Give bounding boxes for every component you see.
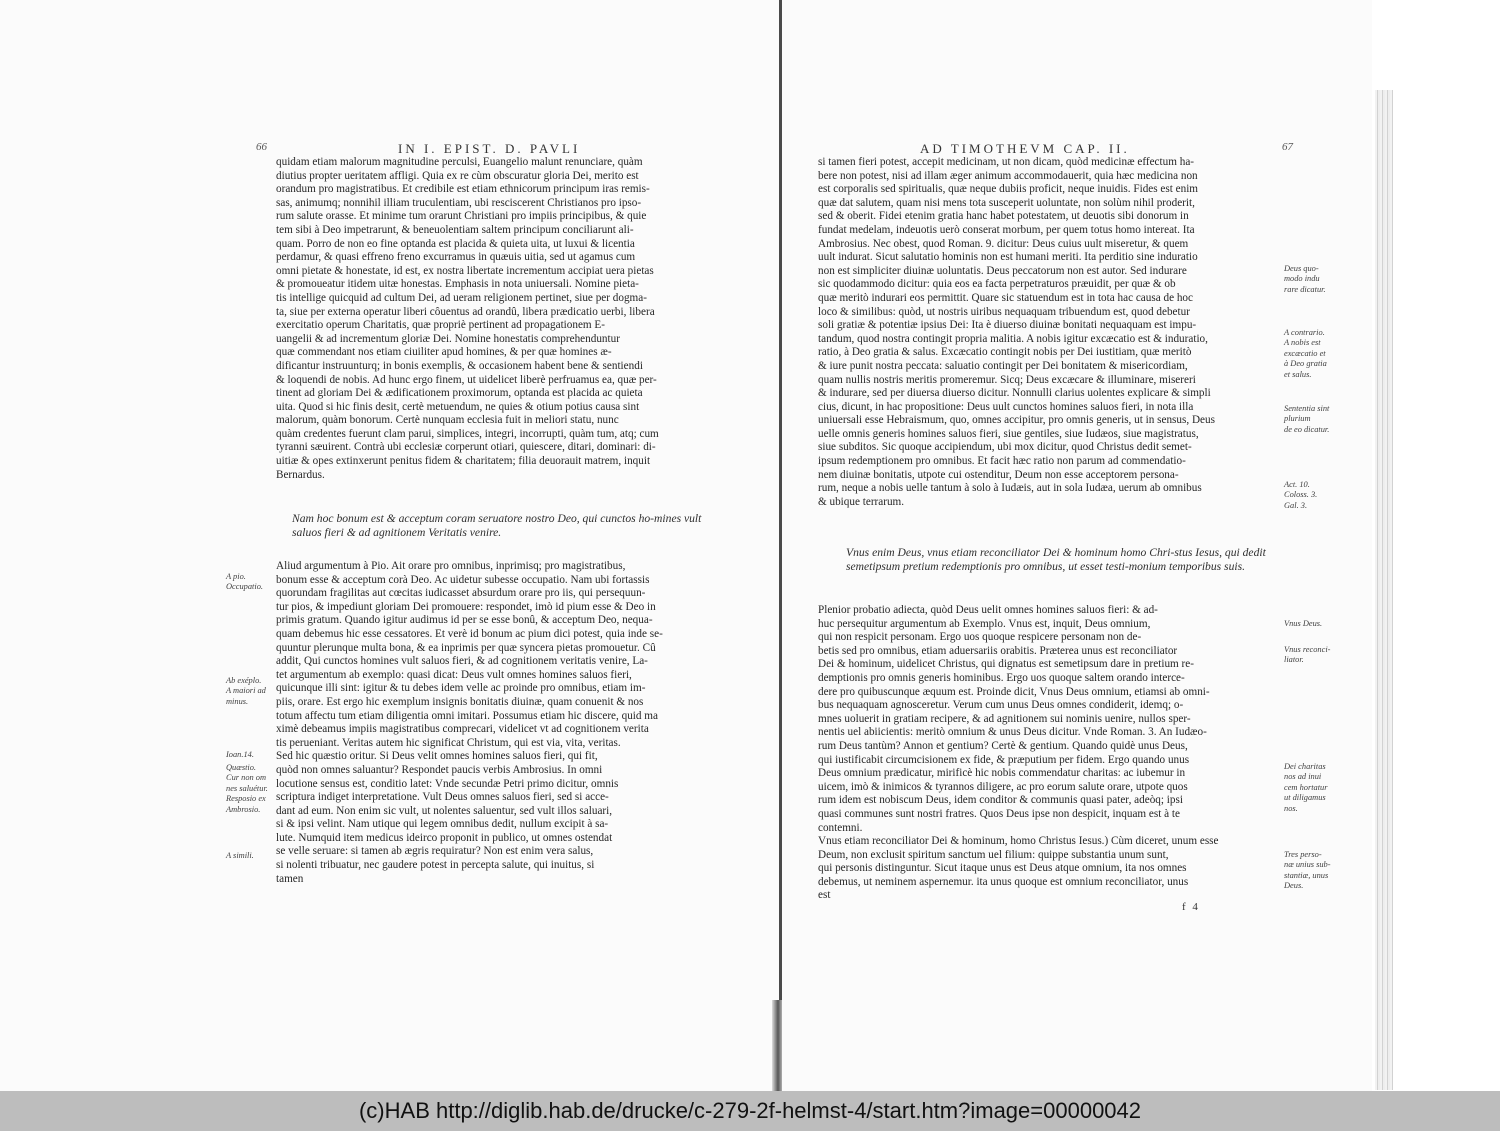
right-marginal-note: [1284, 328, 1327, 380]
text-line: mnes uoluerit in gratiam recipere, & ad agnitionem sui nominis uenire, nullos sper-: [818, 712, 1191, 725]
text-line: stus Iesus, qui dedit semetipsum pretium redemptionis pro omnibus, ut esset testi-: [846, 546, 1266, 573]
marginal-line: ut diligamus: [1284, 793, 1326, 803]
text-line: tamen: [276, 872, 304, 885]
text-line: est: [818, 889, 831, 902]
text-line: ta, siue per externa operatur liberi côuentus ad orandû, libera prædicatio uerbi, libera: [276, 305, 655, 318]
left-body-top: [276, 156, 722, 482]
text-line: quæ dat salutem, quam nisi mens tota susceperit uoluntate, non solùm nihil proderit,: [818, 196, 1195, 209]
text-line: est corporalis sed spiritualis, quæ neque dubiis proficit, neque inuidis. Fides est enim: [818, 183, 1199, 196]
text-line: addit, Qui cunctos homines vult saluos fieri, & ad cognitionem veritatis venire, La-: [276, 655, 648, 668]
text-line: uitiæ & opes extinxerunt penitus fidem & charitatem; filia deuorauit matrem, inquit: [276, 455, 651, 468]
text-line: quòd non omnes saluantur? Respondet paucis verbis Ambrosius. In omni: [276, 763, 603, 776]
text-line: non est simpliciter diuinæ uoluntatis. Deus peccatorum non est autor. Sed indurare: [818, 264, 1187, 277]
text-line: orandum pro magistratibus. Et credibile est etiam ethnicorum principum iras remis-: [276, 183, 650, 196]
text-line: fundat medelam, indeuotis uerò conserat morbum, per quem totus homo intereat. Ita: [818, 223, 1195, 236]
text-line: uniuersali esse Hebraismum, quo, omnes accipitur, pro omnis generis, ut in sensus, Deus: [818, 414, 1215, 427]
text-line: uult indurat. Sicut salutatio hominis non est humani meriti. Ita perditio sine induratio: [818, 251, 1198, 264]
text-line: Bernardus.: [276, 468, 325, 481]
left-marginal-note: [226, 750, 254, 760]
text-line: betis sed pro omnibus, etiam aduersariis orabitis. Præterea unus est reconciliator: [818, 644, 1178, 657]
right-folio: 67: [1282, 141, 1293, 153]
text-line: bus nequaquam agnosceretur. Verum cum unus Deus omnes condiderit, idemq; o-: [818, 699, 1184, 712]
text-line: Dei & hominum, uidelicet Christus, qui dignatus est semetipsum dare in pretium re-: [818, 658, 1194, 671]
text-line: rum, neque a nobis uelle tantum à solo à Iudæis, aut in sola Iudæa, uerum ab omnibus: [818, 482, 1202, 495]
text-line: sic quodammodo dicitur: quia eos ea facta perpetraturos præuidit, per quæ & ob: [818, 278, 1176, 291]
text-line: sas, animumq; nonnihil illiam truculentiam, ubi resciscerent Christianos pro ipso-: [276, 196, 642, 209]
text-line: ximè debeamus impiis magistratibus comprecari, videlicet vt ad cognitionem verita: [276, 723, 649, 736]
marginal-line: Cur non om: [226, 773, 267, 783]
marginal-line: Ambrosio.: [226, 804, 261, 814]
text-line: Aliud argumentum à Pio. Ait orare pro omnibus, inprimisq; pro magistratibus,: [276, 560, 626, 572]
text-line: quam. Porro de non eo fine optanda est placida & quieta uita, ut luxui & licentia: [276, 237, 635, 250]
left-running-head: IN I. EPIST. D. PAVLI: [398, 141, 581, 156]
right-body-top: [818, 156, 1280, 509]
right-marginal-note: [1284, 645, 1330, 666]
text-line: cius, dicunt, in hac propositione: Deus uult cunctos homines saluos fieri, in nota illa: [818, 400, 1194, 413]
text-line: quam nullis nostris meritis promeremur. Sicq; Deus excæcare & illuminare, misereri: [818, 373, 1196, 386]
text-line: locutione sensus est, conditio latet: Vnde secundæ Petri primo dicitur, omnis: [276, 777, 619, 790]
text-line: monium temporibus suis.: [1128, 560, 1246, 573]
text-line: si nolenti tribuatur, nec gaudere potest in percepta salute, qui inuitus, si: [276, 859, 595, 872]
marginal-line: Dei charitas: [1284, 762, 1326, 771]
text-line: diutius propter ueritatem affligi. Quia ex re cùm obscuratur gloria Dei, merito est: [276, 169, 639, 182]
text-line: quicunque illi sint: igitur & tu debes idem velle ac proinde pro omnibus, etiam im-: [276, 682, 646, 695]
right-lemma: [846, 546, 1272, 574]
marginal-line: cem hortatur: [1284, 782, 1328, 792]
text-line: & indurare, sed per diuersa diuerso dicitur. Nonnulli clarius uolentes explicare & simpli: [818, 387, 1211, 400]
text-line: primis gratum. Quando igitur audimus id per se esse bonû, & acceptum Deo, nequa-: [276, 614, 653, 627]
marginal-line: rare dicatur.: [1284, 284, 1326, 294]
page-edge: [1375, 90, 1393, 1090]
marginal-line: stantiæ, unus: [1284, 870, 1329, 880]
text-line: exercitatio operum Charitatis, quæ propriè pertinent ad propagationem E-: [276, 319, 605, 332]
text-line: tur pios, & impediunt gloriam Dei promouere: respondet, imò id pium esse & Deo in: [276, 600, 656, 613]
text-line: rum salute orasse. Et minime tum orarunt Christiani pro impiis principibus, & quie: [276, 210, 647, 223]
text-line: tinent ad gloriam Dei & ædificationem proximorum, optanda est placida ac quieta: [276, 387, 643, 400]
scan-background: [1393, 80, 1500, 1091]
text-line: si tamen fieri potest, accepit medicinam, ut non dicam, quòd medicinæ effectum ha-: [818, 156, 1195, 168]
copyright-footer: [0, 1091, 1500, 1131]
text-line: uita. Quod si hic finis desit, certè metuendum, ne quies & otium potius causa sint: [276, 400, 640, 413]
text-line: bere non potest, nisi ad illam æger animum accommodauerit, quia hæc medicina non: [818, 169, 1198, 182]
text-line: dere pro quibuscunque æquum est. Proinde dicit, Vnus Deus omnium, etiamsi ab omni-: [818, 685, 1210, 698]
text-line: uelle omnis generis homines saluos fieri, siue gentiles, siue Iudæos, siue magistratus,: [818, 427, 1199, 440]
text-line: quæ meritò indurari eos permittit. Quare sic statuendum est in tota hac causa de hoc: [818, 291, 1193, 304]
marginal-line: Deus quo-: [1284, 264, 1319, 273]
text-line: quidam etiam malorum magnitudine perculsi, Euangelio malunt renunciare, quàm: [276, 156, 643, 168]
left-marginal-note: [226, 572, 263, 593]
left-marginal-note: [226, 851, 254, 861]
left-marginal-note: [226, 763, 268, 815]
marginal-line: A simili.: [226, 851, 254, 860]
text-line: Nam hoc bonum est & acceptum coram seruatore nostro Deo, qui cunctos ho-: [292, 512, 655, 525]
marginal-line: Vnus Deus.: [1284, 619, 1323, 628]
text-line: scriptura indiget interpretatione. Vult Deus omnes saluos fieri, sed si acce-: [276, 791, 609, 804]
text-line: nem diuinæ bonitatis, utpote cui ostenditur, Deum non esse acceptorem persona-: [818, 468, 1179, 481]
marginal-line: Vnus reconci-: [1284, 645, 1331, 654]
text-line: Deum, non exclusit spiritum sanctum uel filium: quippe substantia unum sunt,: [818, 848, 1169, 861]
text-line: lute. Numquid item medicus ideirco proponit in publico, ut omnes ostendat: [276, 831, 613, 844]
text-line: bonum esse & acceptum corà Deo. Ac uidetur subesse occupatio. Nam ubi fortassis: [276, 573, 650, 586]
text-line: contemni.: [818, 821, 863, 834]
marginal-line: næ unius sub-: [1284, 860, 1331, 870]
text-line: dant ad eum. Non enim sic vult, ut nolentes saluentur, sed vult illos saluari,: [276, 804, 613, 817]
right-marginal-note: [1284, 404, 1329, 435]
text-line: nentis uel abiicientis: meritò omnium & unus Deus dicitur. Vnde Roman. 3. An Iudæo-: [818, 726, 1207, 739]
right-marginal-note: [1284, 264, 1326, 295]
text-line: Sed hic quæstio oritur. Si Deus velit omnes homines saluos fieri, qui fit,: [276, 750, 598, 763]
text-line: perdamur, & quasi effreno freno excurramus in quæuis uitia, sed ut agamus cum: [276, 251, 636, 264]
marginal-line: Act. 10.: [1284, 480, 1310, 489]
right-marginal-note: [1284, 619, 1322, 629]
text-line: tet argumentum ab exemplo: quasi dicat: Deus vult omnes homines saluos fieri,: [276, 668, 632, 681]
footer-credit: (c)HAB http://diglib.hab.de/drucke/c-279-2f-helmst-4/start.htm?image=00000042: [358, 1098, 1142, 1123]
text-line: mines vult saluos fieri & ad agnitionem Veritatis venire.: [292, 512, 702, 539]
text-line: rum idem est nobiscum Deus, idem conditor & communis quasi pater, adeòq; ipsi: [818, 794, 1183, 807]
marginal-line: Gal. 3.: [1284, 500, 1308, 510]
text-line: quam debemus hic esse cessatores. Et verè id bonum ac pium dici potest, quia inde se-: [276, 627, 663, 640]
marginal-line: Deus.: [1284, 881, 1304, 891]
right-marginal-note: [1284, 762, 1328, 814]
text-line: tandum, quod nostra contingit propria malitia. A nobis igitur excæcatio est & induratio,: [818, 332, 1208, 345]
text-line: ipsum redemptionem pro omnibus. Et facit hæc ratio non parum ad commendatio-: [818, 455, 1186, 468]
marginal-line: liator.: [1284, 655, 1304, 665]
signature-mark: f 4: [1182, 901, 1200, 913]
marginal-line: Occupatio.: [226, 582, 263, 592]
marginal-line: plurium: [1284, 414, 1311, 424]
text-line: se velle seruare: si tamen ab ægris requiratur? Non est enim vera salus,: [276, 845, 594, 858]
marginal-line: à Deo gratia: [1284, 359, 1327, 369]
text-line: malorum, quàm bonorum. Certè nunquam ecclesia fuit in meliori statu, nunc: [276, 414, 619, 427]
left-marginal-note: [226, 676, 266, 707]
text-line: soli gratiæ & potentiæ ipsius Dei: Ita è diuerso diuinæ bonitati nequaquam est impu-: [818, 319, 1197, 332]
text-line: si & ipsi velint. Nam utique qui legem omnibus dedit, nullum excipit à sa-: [276, 818, 609, 831]
text-line: ratio, à Deo gratia & salus. Excæcatio contingit nobis per Dei iustitiam, quæ meritò: [818, 346, 1192, 359]
marginal-line: et salus.: [1284, 369, 1312, 379]
right-marginal-note: [1284, 850, 1331, 892]
text-line: uicem, imò & inimicos & tyrannos diligere, ac pro eorum salute orare, utpote quos: [818, 780, 1188, 793]
marginal-line: A contrario.: [1284, 328, 1325, 337]
text-line: loco & similibus: quòd, ut nostris uiribus nequaquam tribuendum est, quod debetur: [818, 305, 1190, 318]
text-line: debemus, ut neminem aspernemur. ita unus quoque est omnium reconciliator, unus: [818, 875, 1189, 888]
left-folio: 66: [256, 141, 267, 153]
marginal-line: nos.: [1284, 803, 1298, 813]
text-line: rum Deus tantùm? Annon et gentium? Certè & gentium. Quando quidè unus Deus,: [818, 739, 1188, 752]
marginal-line: de eo dicatur.: [1284, 424, 1330, 434]
marginal-line: Ioan.14.: [226, 750, 254, 759]
text-line: Plenior probatio adiecta, quòd Deus uelit omnes homines saluos fieri: & ad-: [818, 604, 1158, 616]
marginal-line: Quæstio.: [226, 763, 257, 772]
right-page: [782, 0, 1372, 1091]
left-body-bottom: [276, 560, 722, 886]
text-line: & ubique terrarum.: [818, 495, 905, 508]
marginal-line: Sententia sint: [1284, 404, 1330, 413]
text-line: & promoueatur itidem uitæ honestas. Emphasis in nota uniuersali. Nomine pieta-: [276, 278, 639, 291]
text-line: tis perueniant. Veritas autem hic significat Christum, qui est via, vita, veritas.: [276, 736, 621, 749]
text-line: tyranni sæuirent. Contrà ubi ecclesiæ corperunt otiari, quiescere, ditari, dominari: di-: [276, 441, 656, 454]
text-line: Ambrosius. Nec obest, quod Roman. 9. dicitur: Deus cuius uult miseretur, & quem: [818, 237, 1189, 250]
text-line: piis, orare. Est ergo hic exemplum insignis bonitatis diuinæ, quam conuenit & nos: [276, 695, 644, 708]
text-line: Vnus etiam reconciliator Dei & hominum, homo Christus Iesus.) Cùm diceret, unum esse: [818, 835, 1219, 848]
right-running-head: AD TIMOTHEVM CAP. II.: [920, 141, 1130, 156]
text-line: siue subditos. Sic quoque accipiendum, ubi mox dicitur, quod Christus dedit semet-: [818, 441, 1192, 454]
marginal-line: minus.: [226, 696, 249, 706]
marginal-line: Resposio ex: [226, 794, 266, 804]
text-line: dificantur instruunturq; in bonis exemplis, & occasionem habent bene & sentiendi: [276, 359, 643, 372]
text-line: quorundam fragilitas aut cœcitas iudicasset absurdum orare pro iis, qui persequun-: [276, 587, 646, 600]
marginal-line: Tres perso-: [1284, 850, 1322, 859]
text-line: sed & oberit. Fidei etenim gratia hanc habet potestatem, ut deuotis sibi donorum in: [818, 210, 1189, 223]
text-line: quasi communes sunt nostri fratres. Quos Deus ipse non despicit, inquam est à te: [818, 807, 1180, 820]
text-line: tis intellige quicquid ad cultum Dei, ad ueram religionem pertinet, siue per dogma-: [276, 291, 647, 304]
left-lemma: [292, 512, 712, 540]
text-line: huc persequitur argumentum ab Exemplo. Vnus est, inquit, Deus omnium,: [818, 617, 1151, 630]
text-line: qui personis distinguntur. Sicut itaque unus est Deus atque omnium, ita nos omnes: [818, 862, 1187, 875]
marginal-line: nos ad inui: [1284, 772, 1322, 782]
text-line: qui iustificabit circumcisionem ex fide, & præputium per fidem. Ergo quando unus: [818, 753, 1190, 766]
marginal-line: A maiori ad: [226, 686, 266, 696]
text-line: & iure punit nostra peccata: saluatio contingit per Dei bonitatem & misericordiam,: [818, 359, 1188, 372]
text-line: uangelii & ad incrementum gloriæ Dei. Nomine honestatis comprehenduntur: [276, 332, 620, 345]
text-line: qui non respicit personam. Ergo uos quoque respicere personam non de-: [818, 631, 1142, 644]
text-line: quæ commendant nos etiam ciuiliter apud homines, & per quæ homines æ-: [276, 346, 612, 359]
marginal-line: A nobis est: [1284, 338, 1321, 348]
right-marginal-note: [1284, 480, 1317, 511]
marginal-line: modo indu: [1284, 274, 1320, 284]
text-line: omni pietate & honestate, id est, ex nostra libertate incrementum accipiat uera pietas: [276, 264, 654, 277]
marginal-line: Ab exéplo.: [226, 676, 262, 685]
marginal-line: excæcatio et: [1284, 348, 1326, 358]
marginal-line: nes saluétur.: [226, 783, 268, 793]
text-line: Vnus enim Deus, vnus etiam reconciliator Dei & hominum homo Chri-: [846, 546, 1175, 559]
marginal-line: A pio.: [226, 572, 246, 581]
marginal-line: Coloss. 3.: [1284, 490, 1318, 500]
text-line: quuntur plerunque multa bona, & ea inprimis per quæ syncera pietas promouetur. Cû: [276, 641, 656, 654]
text-line: & loquendi de nobis. Ad hunc ergo finem, ut uidelicet liberè perfruamus ea, quæ per-: [276, 373, 657, 386]
text-line: totum affectu tum etiam diligentia omni imitari. Possumus etiam hic discere, quid ma: [276, 709, 658, 722]
text-line: quàm credentes fuerunt clam parui, simplices, integri, incorrupti, quàm tum, atq; cum: [276, 427, 659, 440]
text-line: tem sibi à Deo impetrarunt, & beneuolentiam saltem principum conciliarunt ali-: [276, 223, 634, 236]
text-line: demptionis pro omnis generis hominibus. Ergo uos quoque saltem orando interce-: [818, 671, 1185, 684]
text-line: Deus omnium prædicatur, mirificè hic nobis commendatur charitas: ac iubemur in: [818, 767, 1186, 780]
right-body-bottom: [818, 604, 1280, 903]
